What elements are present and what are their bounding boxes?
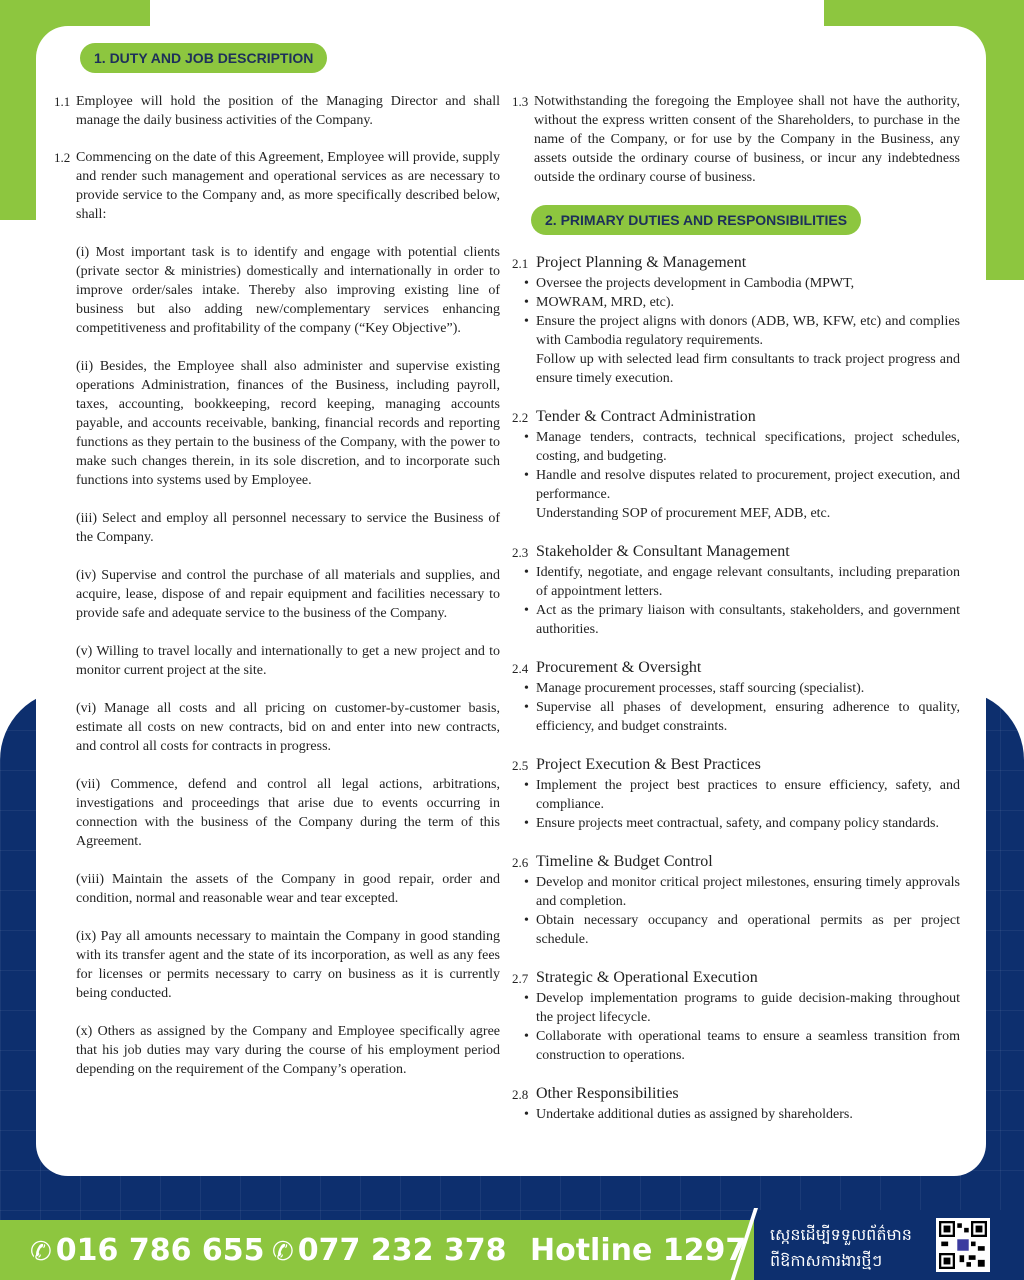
section-heading: Tender & Contract Administration bbox=[536, 408, 756, 425]
duty-section-2-5 bbox=[512, 755, 960, 833]
section-number: 2.1 bbox=[512, 256, 529, 271]
left-column bbox=[54, 92, 500, 1098]
clause-number: 1.2 bbox=[54, 150, 71, 165]
bullet-item: • Collaborate with operational teams to ensure a seamless transition from construction to operations. bbox=[524, 1027, 960, 1065]
phone-icon: ✆ bbox=[272, 1237, 294, 1267]
duty-paragraph: (vi) Manage all costs and all pricing on customer-by-customer basis, estimate all costs on new contracts, bid on and enter into new contracts, and control all costs for contracts in progress. bbox=[76, 701, 500, 754]
bullet-item: • Ensure projects meet contractual, safety, and company policy standards. bbox=[524, 814, 960, 833]
section-heading: Other Responsibilities bbox=[536, 1085, 679, 1102]
qr-code[interactable] bbox=[936, 1218, 990, 1272]
section-number: 2.8 bbox=[512, 1087, 529, 1102]
section-number: 2.6 bbox=[512, 855, 529, 870]
section2-title: 2. PRIMARY DUTIES AND RESPONSIBILITIES bbox=[531, 205, 861, 235]
duty-paragraph: (iii) Select and employ all personnel necessary to service the Business of the Company. bbox=[76, 511, 500, 545]
right-column-top bbox=[512, 92, 960, 205]
bullet-item: • Supervise all phases of development, ensuring adherence to quality, efficiency, and budget constraints. bbox=[524, 698, 960, 736]
section-heading: Project Execution & Best Practices bbox=[536, 756, 761, 773]
duty-section-2-6 bbox=[512, 852, 960, 949]
duty-section-2-1 bbox=[512, 253, 960, 388]
bullet-item: • MOWRAM, MRD, etc). bbox=[524, 293, 960, 312]
bullet-item: • Act as the primary liaison with consultants, stakeholders, and government authorities. bbox=[524, 601, 960, 639]
section-heading: Stakeholder & Consultant Management bbox=[536, 543, 790, 560]
duty-paragraph: (ix) Pay all amounts necessary to maintain the Company in good standing with its transfer agent and the state of its incorporation, as well as any fees for licenses or permits necessary to carry on business as it is currently being conducted. bbox=[76, 929, 500, 1001]
bullet-item: • Develop implementation programs to guide decision-making throughout the project lifecycle. bbox=[524, 989, 960, 1027]
duty-paragraph: (v) Willing to travel locally and internationally to get a new project and to monitor current project at the site. bbox=[76, 644, 500, 678]
qr-caption-line: ពីឱកាសការងារថ្មីៗ bbox=[770, 1251, 883, 1270]
section-heading: Project Planning & Management bbox=[536, 254, 747, 271]
duty-section-2-3 bbox=[512, 542, 960, 639]
section-number: 2.4 bbox=[512, 661, 529, 676]
section-continuation: Follow up with selected lead firm consultants to track project progress and ensure timely execution. bbox=[536, 352, 960, 386]
section-number: 2.3 bbox=[512, 545, 529, 560]
phone-number-text: 077 232 378 bbox=[297, 1233, 507, 1268]
duty-paragraph: (x) Others as assigned by the Company and Employee specifically agree that his job duties may vary during the course of his employment period depending on the requirement of the Company’s operation. bbox=[76, 1024, 500, 1077]
section-continuation: Understanding SOP of procurement MEF, ADB, etc. bbox=[536, 506, 831, 521]
bullet-item: • Oversee the projects development in Cambodia (MPWT, bbox=[524, 274, 960, 293]
duty-section-2-7 bbox=[512, 968, 960, 1065]
bullet-item: • Manage procurement processes, staff sourcing (specialist). bbox=[524, 679, 960, 698]
bullet-item: • Implement the project best practices to ensure efficiency, safety, and compliance. bbox=[524, 776, 960, 814]
section-heading: Timeline & Budget Control bbox=[536, 853, 713, 870]
hotline[interactable]: Hotline 1297 bbox=[530, 1233, 747, 1268]
clause-number: 1.1 bbox=[54, 94, 71, 109]
section-heading: Procurement & Oversight bbox=[536, 659, 702, 676]
qr-caption bbox=[770, 1222, 930, 1274]
phone-icon: ✆ bbox=[30, 1237, 52, 1267]
section-number: 2.5 bbox=[512, 758, 529, 773]
duty-paragraph: (iv) Supervise and control the purchase of all materials and supplies, and acquire, lease, dispose of and repair equipment and facilities necessary to provide safe and adequate service to the business of the Company. bbox=[76, 568, 500, 621]
duty-section-2-8 bbox=[512, 1084, 960, 1124]
clause-text: Commencing on the date of this Agreement, Employee will provide, supply and render such management and operational services as are necessary to provide service to the Company and, as more specifically described below, shall: bbox=[76, 150, 500, 222]
bullet-item: • Identify, negotiate, and engage relevant consultants, including preparation of appointment letters. bbox=[524, 563, 960, 601]
duty-paragraph: (vii) Commence, defend and control all legal actions, arbitrations, investigations and proceedings that arise due to events occurring in connection with the business of the Company during the term of this Agreement. bbox=[76, 777, 500, 849]
phone-number-1[interactable] bbox=[30, 1230, 265, 1273]
duty-paragraph: (ii) Besides, the Employee shall also administer and supervise existing operations Administration, finances of the Business, including payroll, taxes, accounting, bookkeeping, record keeping, managing accounts payable, and accounts receivable, banking, financial records and reporting functions as they pertain to the business of the Company, with the power to make such changes therein, in its sole discretion, and to incorporate such functions into systems used by Employee. bbox=[76, 359, 500, 488]
section1-title: 1. DUTY AND JOB DESCRIPTION bbox=[80, 43, 327, 73]
clause-text: Employee will hold the position of the Managing Director and shall manage the daily business activities of the Company. bbox=[76, 94, 500, 128]
duty-paragraph: (viii) Maintain the assets of the Company in good repair, order and condition, normal and reasonable wear and tear excepted. bbox=[76, 872, 500, 906]
section-number: 2.2 bbox=[512, 410, 529, 425]
duty-section-2-4 bbox=[512, 658, 960, 736]
bullet-item: • Obtain necessary occupancy and operational permits as per project schedule. bbox=[524, 911, 960, 949]
section-heading: Strategic & Operational Execution bbox=[536, 969, 758, 986]
duty-paragraph: (i) Most important task is to identify and engage with potential clients (private sector & ministries) domestically and internationally in order to improve order/sales intake. Thereby also improving existing line of business but also adding new/complementary services enhancing competitiveness and profitability of the company (“Key Objective”). bbox=[76, 245, 500, 336]
section-number: 2.7 bbox=[512, 971, 529, 986]
clause-text: Notwithstanding the foregoing the Employee shall not have the authority, without the express written consent of the Shareholders, to purchase in the name of the Company, or for use by the Company in the Business, any assets outside the ordinary course of business, or incur any indebtedness outside the ordinary course of business. bbox=[534, 94, 960, 185]
right-column-duties bbox=[512, 253, 960, 1143]
qr-code-icon bbox=[939, 1221, 987, 1269]
bullet-item: • Ensure the project aligns with donors (ADB, WB, KFW, etc) and complies with Cambodia regulatory requirements. bbox=[524, 312, 960, 350]
clause-number: 1.3 bbox=[512, 94, 529, 109]
clause-1-3 bbox=[512, 92, 960, 187]
clause-1-2 bbox=[54, 148, 500, 224]
qr-caption-line: ស្កេនដើម្បីទទួលព័ត៌មាន bbox=[770, 1225, 912, 1244]
phone-number-2[interactable] bbox=[272, 1230, 507, 1273]
bullet-item: • Handle and resolve disputes related to procurement, project execution, and performance. bbox=[524, 466, 960, 504]
phone-number-text: 016 786 655 bbox=[55, 1233, 265, 1268]
bullet-item: • Undertake additional duties as assigned by shareholders. bbox=[524, 1105, 960, 1124]
bullet-item: • Manage tenders, contracts, technical specifications, project schedules, costing, and budgeting. bbox=[524, 428, 960, 466]
duty-section-2-2 bbox=[512, 407, 960, 523]
clause-1-1 bbox=[54, 92, 500, 130]
bullet-item: • Develop and monitor critical project milestones, ensuring timely approvals and completion. bbox=[524, 873, 960, 911]
